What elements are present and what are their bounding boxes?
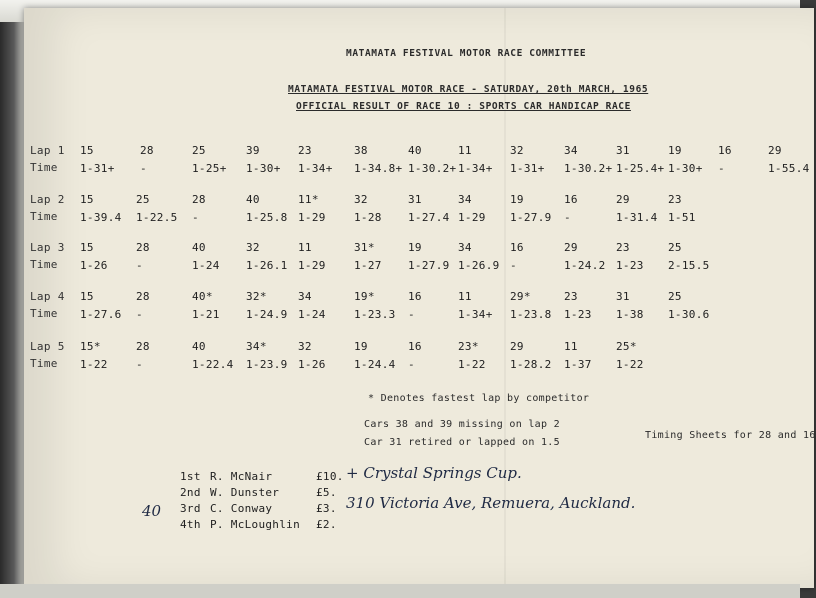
- time-label: Time: [30, 210, 58, 223]
- car-number: 15: [80, 241, 94, 254]
- car-number: 16: [718, 144, 732, 157]
- lap-time: 1-30.2+: [408, 162, 457, 175]
- car-number: 15: [80, 193, 94, 206]
- lap-label: Lap 3: [30, 241, 65, 254]
- lap-time: 1-34.8+: [354, 162, 403, 175]
- car-number: 28: [136, 241, 150, 254]
- car-number: 29*: [510, 290, 531, 303]
- next-page-edge: [0, 584, 800, 598]
- lap-time: 1-24.4: [354, 358, 396, 371]
- prize-name: P. McLoughlin: [210, 518, 300, 531]
- car-number: 32: [298, 340, 312, 353]
- lap-time: 1-22: [80, 358, 108, 371]
- handwritten-address: 310 Victoria Ave, Remuera, Auckland.: [346, 494, 636, 512]
- lap-label: Lap 4: [30, 290, 65, 303]
- lap-time: 1-22: [458, 358, 486, 371]
- lap-time: 1-29: [298, 211, 326, 224]
- prize-name: W. Dunster: [210, 486, 280, 499]
- car-number: 11: [564, 340, 578, 353]
- lap-time: -: [408, 308, 415, 321]
- lap-time: 1-39.4: [80, 211, 122, 224]
- car-number: 39: [246, 144, 260, 157]
- lap-time: -: [136, 259, 143, 272]
- lap-time: 1-28.2: [510, 358, 552, 371]
- lap-time: 1-34+: [298, 162, 333, 175]
- car-number: 11*: [298, 193, 319, 206]
- lap-time: -: [136, 358, 143, 371]
- car-number: 32: [510, 144, 524, 157]
- lap-time: 1-30.6: [668, 308, 710, 321]
- lap-time: 1-26: [298, 358, 326, 371]
- car-number: 28: [192, 193, 206, 206]
- car-number: 11: [458, 144, 472, 157]
- lap-label: Lap 2: [30, 193, 65, 206]
- car-number: 23: [298, 144, 312, 157]
- time-label: Time: [30, 357, 58, 370]
- lap-time: -: [192, 211, 199, 224]
- car-number: 16: [408, 340, 422, 353]
- car-number: 19*: [354, 290, 375, 303]
- prize-place: 3rd: [180, 502, 201, 515]
- lap-time: 1-31+: [510, 162, 545, 175]
- lap-time: 1-22: [616, 358, 644, 371]
- car-number: 16: [510, 241, 524, 254]
- lap-time: 1-21: [192, 308, 220, 321]
- prize-amount: £10.: [316, 470, 344, 483]
- lap-time: 1-38: [616, 308, 644, 321]
- lap-time: 1-23.9: [246, 358, 288, 371]
- car-number: 28: [136, 290, 150, 303]
- lap-time: 1-34+: [458, 162, 493, 175]
- lap-time: 2-15.5: [668, 259, 710, 272]
- result-title: OFFICIAL RESULT OF RACE 10 : SPORTS CAR HANDICAP RACE: [296, 101, 631, 112]
- lap-time: 1-22.5: [136, 211, 178, 224]
- lap-time: -: [564, 211, 571, 224]
- car-number: 16: [408, 290, 422, 303]
- car-number: 32*: [246, 290, 267, 303]
- car-number: 25: [192, 144, 206, 157]
- car-number: 34: [458, 241, 472, 254]
- lap-time: 1-24.9: [246, 308, 288, 321]
- lap-time: 1-23: [564, 308, 592, 321]
- lap-time: 1-22.4: [192, 358, 234, 371]
- lap-time: 1-28: [354, 211, 382, 224]
- lap-time: 1-31+: [80, 162, 115, 175]
- missing-cars-note: Cars 38 and 39 missing on lap 2: [364, 419, 560, 430]
- lap-time: 1-30+: [668, 162, 703, 175]
- lap-time: 1-25.4+: [616, 162, 665, 175]
- results-sheet: [24, 8, 814, 588]
- car-number: 23: [616, 241, 630, 254]
- car-number: 34: [298, 290, 312, 303]
- car-number: 40: [192, 340, 206, 353]
- prize-name: C. Conway: [210, 502, 273, 515]
- lap-time: 1-27.9: [510, 211, 552, 224]
- prize-amount: £3.: [316, 502, 337, 515]
- car-number: 23: [668, 193, 682, 206]
- lap-time: -: [510, 259, 517, 272]
- prize-place: 1st: [180, 470, 201, 483]
- lap-label: Lap 5: [30, 340, 65, 353]
- car-number: 23: [564, 290, 578, 303]
- lap-time: 1-24.2: [564, 259, 606, 272]
- car-number: 29: [564, 241, 578, 254]
- time-label: Time: [30, 258, 58, 271]
- car-number: 29: [616, 193, 630, 206]
- lap-time: 1-29: [298, 259, 326, 272]
- lap-time: 1-26.9: [458, 259, 500, 272]
- car-number: 38: [354, 144, 368, 157]
- car-number: 32: [246, 241, 260, 254]
- timing-sheets-note: Timing Sheets for 28 and 16: [645, 430, 816, 441]
- car-number: 19: [510, 193, 524, 206]
- lap-time: -: [408, 358, 415, 371]
- car-number: 25: [668, 241, 682, 254]
- lap-time: 1-25.8: [246, 211, 288, 224]
- lap-time: 1-51: [668, 211, 696, 224]
- car-number: 11: [458, 290, 472, 303]
- prize-amount: £5.: [316, 486, 337, 499]
- lap-time: 1-30.2+: [564, 162, 613, 175]
- car-number: 34: [564, 144, 578, 157]
- car-number: 40: [246, 193, 260, 206]
- car-number: 19: [668, 144, 682, 157]
- car-number: 15*: [80, 340, 101, 353]
- lap-time: 1-26: [80, 259, 108, 272]
- car-number: 31: [616, 290, 630, 303]
- event-heading: MATAMATA FESTIVAL MOTOR RACE - SATURDAY, 20th MARCH, 1965: [288, 84, 649, 95]
- car-number: 34*: [246, 340, 267, 353]
- lap-time: 1-23.8: [510, 308, 552, 321]
- car-number: 31: [408, 193, 422, 206]
- car-number: 28: [140, 144, 154, 157]
- lap-time: 1-26.1: [246, 259, 288, 272]
- car-number: 31: [616, 144, 630, 157]
- lap-time: -: [140, 162, 147, 175]
- car-number: 29: [768, 144, 782, 157]
- lap-time: 1-23.3: [354, 308, 396, 321]
- handwritten-margin-number: 40: [142, 502, 162, 520]
- lap-time: 1-55.4: [768, 162, 810, 175]
- car-number: 19: [408, 241, 422, 254]
- lap-time: 1-27: [354, 259, 382, 272]
- lap-time: 1-30+: [246, 162, 281, 175]
- handwritten-cup-note: + Crystal Springs Cup.: [346, 464, 522, 482]
- car-number: 31*: [354, 241, 375, 254]
- lap-time: 1-25+: [192, 162, 227, 175]
- retired-car-note: Car 31 retired or lapped on 1.5: [364, 437, 560, 448]
- time-label: Time: [30, 161, 58, 174]
- car-number: 40: [408, 144, 422, 157]
- lap-time: 1-34+: [458, 308, 493, 321]
- lap-time: 1-23: [616, 259, 644, 272]
- car-number: 23*: [458, 340, 479, 353]
- lap-label: Lap 1: [30, 144, 65, 157]
- fastest-lap-note: * Denotes fastest lap by competitor: [368, 393, 590, 404]
- car-number: 40*: [192, 290, 213, 303]
- lap-time: 1-24: [298, 308, 326, 321]
- lap-time: 1-29: [458, 211, 486, 224]
- prize-name: R. McNair: [210, 470, 273, 483]
- car-number: 29: [510, 340, 524, 353]
- committee-heading: MATAMATA FESTIVAL MOTOR RACE COMMITTEE: [346, 48, 587, 59]
- prize-amount: £2.: [316, 518, 337, 531]
- lap-time: 1-27.9: [408, 259, 450, 272]
- lap-time: 1-24: [192, 259, 220, 272]
- car-number: 28: [136, 340, 150, 353]
- car-number: 11: [298, 241, 312, 254]
- car-number: 25: [668, 290, 682, 303]
- lap-time: 1-31.4: [616, 211, 658, 224]
- car-number: 40: [192, 241, 206, 254]
- prize-place: 4th: [180, 518, 201, 531]
- car-number: 16: [564, 193, 578, 206]
- lap-time: 1-27.6: [80, 308, 122, 321]
- car-number: 25*: [616, 340, 637, 353]
- car-number: 15: [80, 290, 94, 303]
- lap-time: 1-37: [564, 358, 592, 371]
- car-number: 32: [354, 193, 368, 206]
- car-number: 15: [80, 144, 94, 157]
- car-number: 34: [458, 193, 472, 206]
- lap-time: -: [718, 162, 725, 175]
- car-number: 19: [354, 340, 368, 353]
- lap-time: 1-27.4: [408, 211, 450, 224]
- time-label: Time: [30, 307, 58, 320]
- prize-place: 2nd: [180, 486, 201, 499]
- lap-time: -: [136, 308, 143, 321]
- car-number: 25: [136, 193, 150, 206]
